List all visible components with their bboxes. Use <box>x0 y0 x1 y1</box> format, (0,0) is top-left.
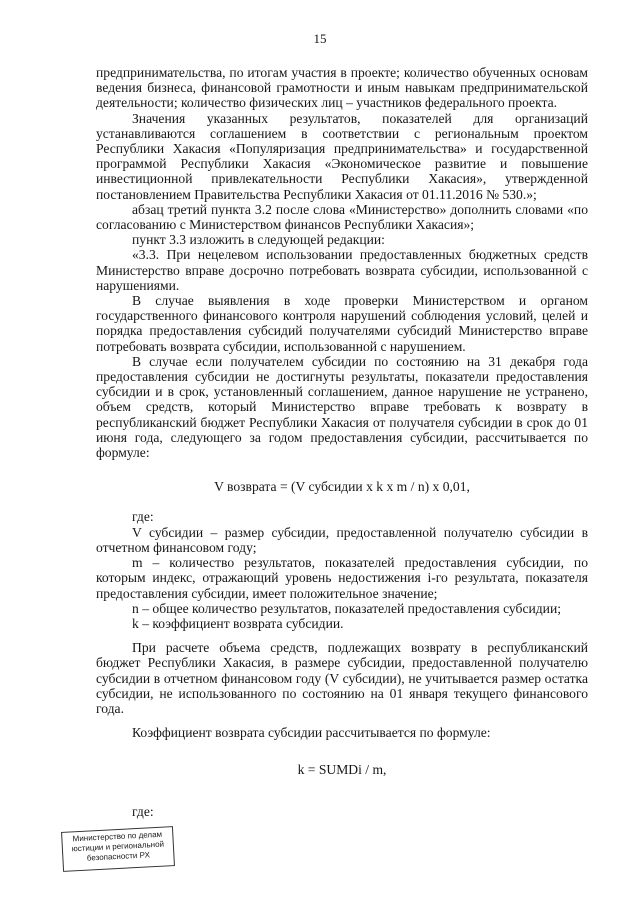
definition-item: V субсидии – размер субсидии, предоставленной получателю субсидии в отчетном финансовом году; <box>96 524 588 555</box>
paragraph: предпринимательства, по итогам участия в проекте; количество обученных основам ведения бизнеса, финансовой грамотности и иным навыкам предпринимательской деятельности; количество физических лиц – участников федерального проекта. <box>96 65 588 111</box>
formula-refund-volume: V возврата = (V субсидии x k x m / n) x 0,01, <box>214 479 470 495</box>
stamp-line: Министерство по делам <box>72 829 163 844</box>
paragraph: Значения указанных результатов, показателей для организаций устанавливаются соглашением в соответствии с региональным проектом Республики Хакасия «Популяризация предпринимательства» и государственной программой Республики Хакасия «Экономическое развитие и повышение инвестиционной привлекательности Республики Хакасия», утвержденной постановлением Правительства Республики Хакасия от 01.11.2016 № 530.»; <box>96 110 588 202</box>
paragraph: пункт 3.3 изложить в следующей редакции: <box>132 232 385 248</box>
ministry-stamp <box>61 826 175 872</box>
definition-item: n – общее количество результатов, показателей предоставления субсидии; <box>132 600 562 616</box>
paragraph: В случае если получателем субсидии по состоянию на 31 декабря года предоставления субсидии не достигнуты результаты, показатели предоставления субсидии и в срок, установленный соглашением, данное нарушение не устранено, объем средств, который Министерство вправе требовать к возврату в республиканский бюджет Республики Хакасия от получателя субсидии в срок до 01 июня года, следующего за годом предоставления субсидии, рассчитывается по формуле: <box>96 353 588 461</box>
paragraph: «3.3. При нецелевом использовании предоставленных бюджетных средств Министерство вправе досрочно потребовать возврата субсидии, использованной с нарушениями. <box>96 247 588 293</box>
stamp-line: юстиции и региональной <box>71 839 165 854</box>
paragraph: абзац третий пункта 3.2 после слова «Министерство» дополнить словами «по согласованию с Министерством финансов Республики Хакасия»; <box>96 201 588 233</box>
where-label: где: <box>132 803 154 819</box>
definition-item: k – коэффициент возврата субсидии. <box>132 615 344 631</box>
page-number: 15 <box>313 31 327 46</box>
stamp-line: безопасности РХ <box>86 850 151 863</box>
formula-coefficient: k = SUMDi / m, <box>297 762 387 778</box>
paragraph: Коэффициент возврата субсидии рассчитывается по формуле: <box>132 725 491 741</box>
document-body <box>96 65 588 819</box>
paragraph: В случае выявления в ходе проверки Министерством и органом государственного финансового контроля нарушений соблюдения условий, целей и порядка предоставления субсидий получателями субсидий Министерство вправе потребовать возврата субсидии, использованной с нарушением. <box>96 293 588 354</box>
definition-item: m – количество результатов, показателей предоставления субсидии, по которым индекс, отражающий уровень недостижения i-го результата, показателя предоставления субсидии, имеет положительное значение; <box>96 555 588 601</box>
paragraph: При расчете объема средств, подлежащих возврату в республиканский бюджет Республики Хакасия, в размере субсидии, предоставленной получателю субсидии в отчетном финансовом году (V субсидии), не учитывается размер остатка субсидии, не использованного по состоянию на 01 января текущего финансового года. <box>96 640 588 716</box>
where-label: где: <box>132 509 154 525</box>
